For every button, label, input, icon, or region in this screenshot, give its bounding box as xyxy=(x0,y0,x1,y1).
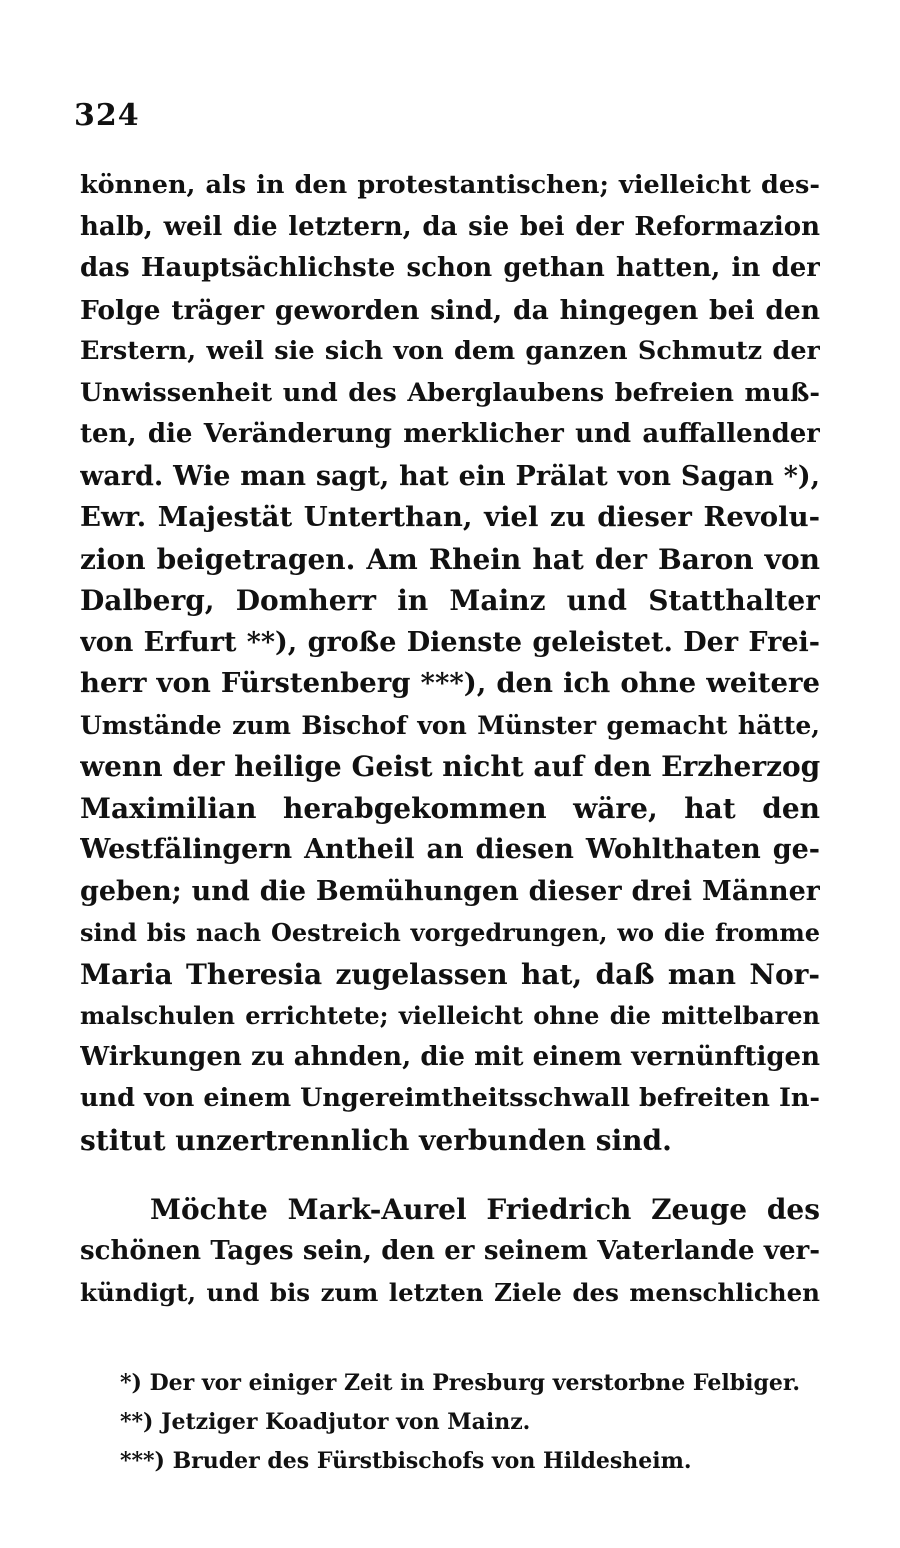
text-line: sind bis nach Oestreich vorgedrungen, wo die fromme xyxy=(80,918,820,947)
text-line: ward. Wie man sagt, hat ein Prälat von Sagan *), xyxy=(80,460,820,492)
text-line: Maria Theresia zugelassen hat, daß man Nor- xyxy=(80,957,820,991)
text-line: wenn der heilige Geist nicht auf den Erzherzog xyxy=(80,750,820,783)
text-line: herr von Fürstenberg ***), den ich ohne weitere xyxy=(80,667,820,699)
text-line: Westfälingern Antheil an diesen Wohlthaten ge- xyxy=(80,834,820,865)
text-line: von Erfurt **), große Dienste geleistet. Der Frei- xyxy=(80,626,820,658)
text-line: stitut unzertrennlich verbunden sind. xyxy=(80,1123,672,1157)
text-line: Dalberg, Domherr in Mainz und Statthalter xyxy=(80,584,820,617)
text-line: Unwissenheit und des Aberglaubens befreien muß- xyxy=(80,377,820,408)
page-number: 324 xyxy=(74,98,140,133)
text-line: Folge träger geworden sind, da hingegen bei den xyxy=(80,294,820,326)
text-line: zion beigetragen. Am Rhein hat der Baron von xyxy=(80,542,820,576)
text-line: halb, weil die letztern, da sie bei der Reformazion xyxy=(80,211,820,242)
text-line: Maximilian herabgekommen wäre, hat den xyxy=(80,791,820,825)
paragraph-gap xyxy=(80,1161,820,1189)
text-line: und von einem Ungereimtheitsschwall befreiten In- xyxy=(80,1083,820,1113)
text-line: malschulen errichtete; vielleicht ohne die mittelbaren xyxy=(80,1001,820,1030)
text-line: kündigt, und bis zum letzten Ziele des menschlichen xyxy=(80,1278,820,1307)
footnote: ***) Bruder des Fürstbischofs von Hildesheim. xyxy=(120,1448,692,1474)
body-text xyxy=(80,165,820,1314)
text-line: Möchte Mark-Aurel Friedrich Zeuge des xyxy=(150,1193,820,1226)
text-line: Umstände zum Bischof von Münster gemacht hätte, xyxy=(80,710,820,740)
text-line: Ewr. Majestät Unterthan, viel zu dieser Revolu- xyxy=(80,501,820,533)
text-line: Erstern, weil sie sich von dem ganzen Schmutz der xyxy=(80,336,820,366)
footnote: **) Jetziger Koadjutor von Mainz. xyxy=(120,1409,531,1435)
footnote: *) Der vor einiger Zeit in Presburg verstorbne Felbiger. xyxy=(120,1370,801,1396)
text-line: ten, die Veränderung merklicher und auffallender xyxy=(80,419,820,449)
text-line: geben; und die Bemühungen dieser drei Männer xyxy=(80,875,820,907)
text-line: Wirkungen zu ahnden, die mit einem vernünftigen xyxy=(80,1041,820,1072)
text-line: schönen Tages sein, den er seinem Vaterlande ver- xyxy=(80,1235,820,1266)
text-line: können, als in den protestantischen; vielleicht des- xyxy=(80,170,820,200)
text-line: das Hauptsächlichste schon gethan hatten, in der xyxy=(80,253,820,283)
footnotes xyxy=(120,1364,820,1481)
